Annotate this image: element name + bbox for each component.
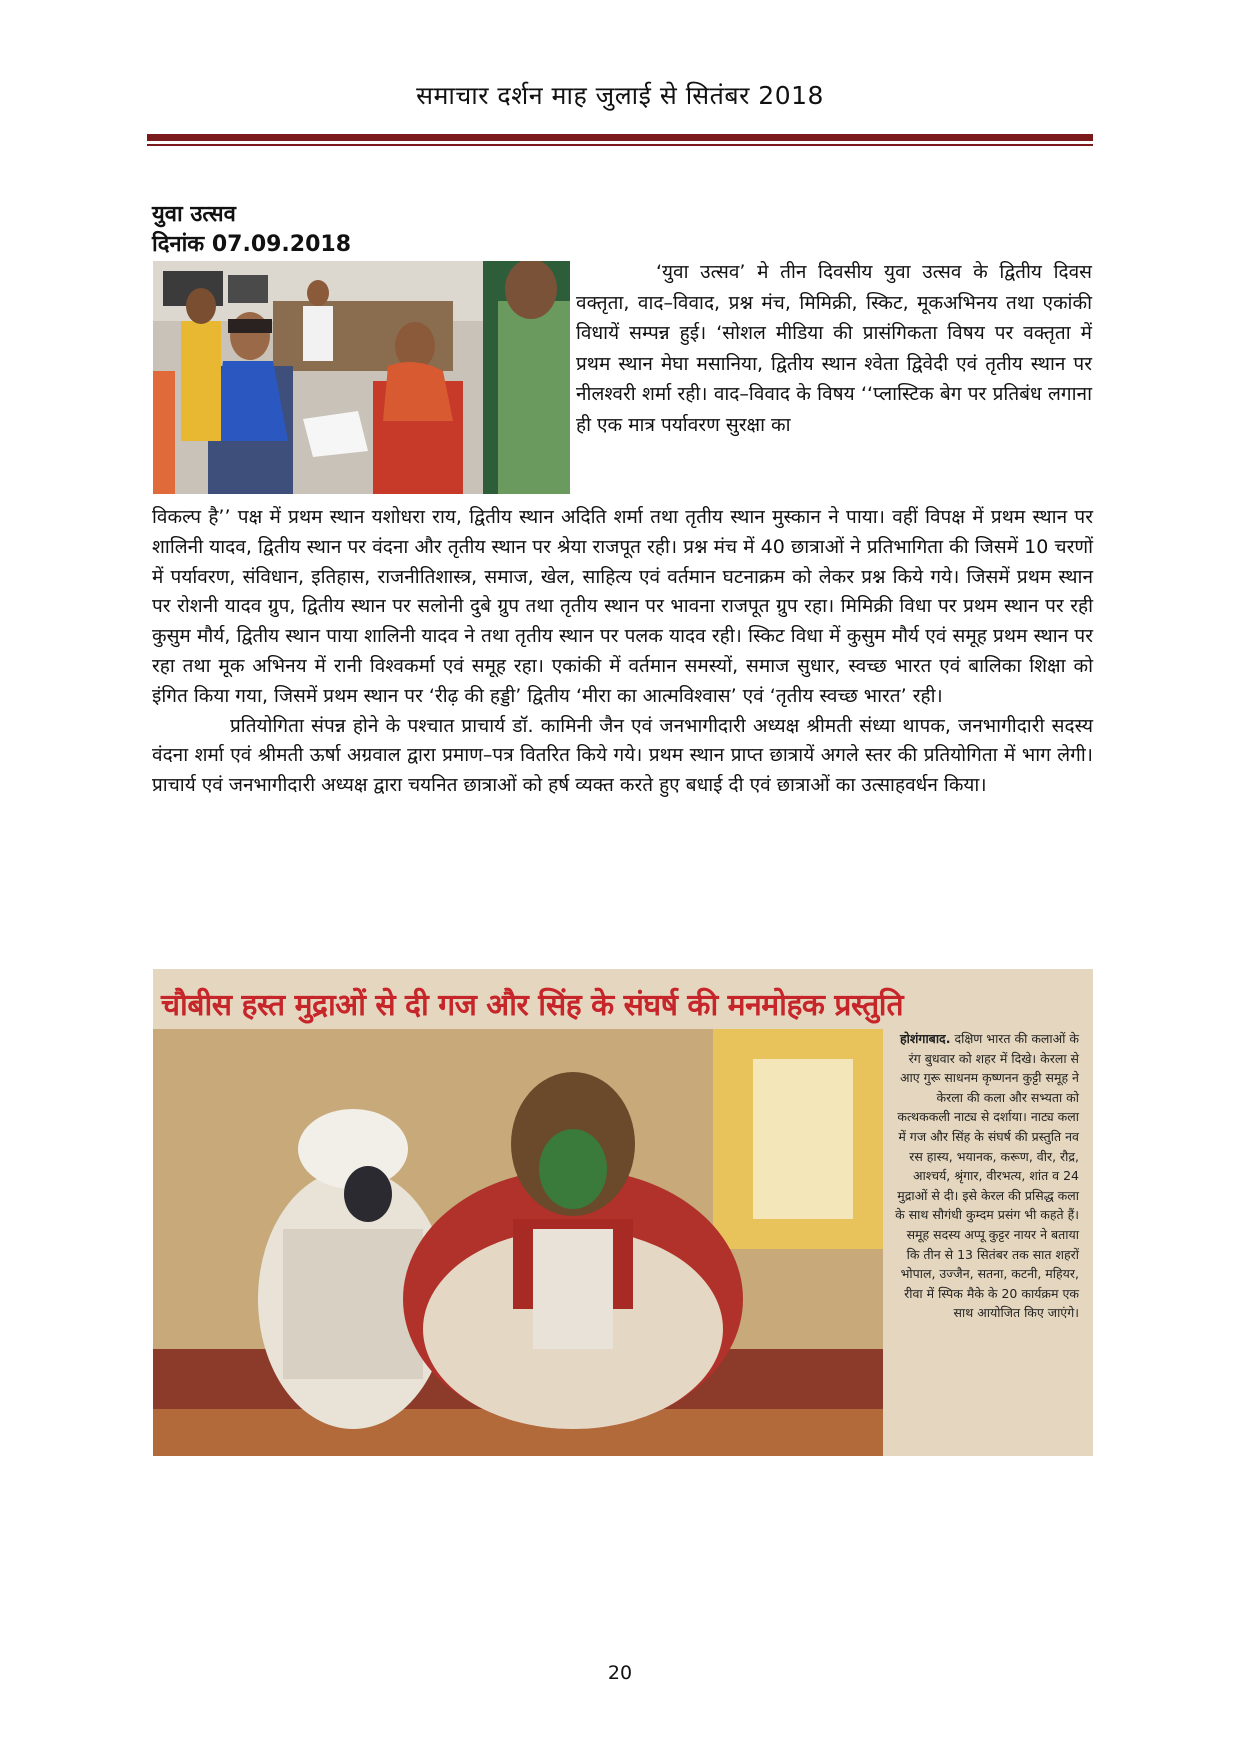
clipping-body [891,1029,1079,1323]
article-paragraph-2: विकल्प है’’ पक्ष में प्रथम स्थान यशोधरा राय, द्वितीय स्थान अदिति शर्मा तथा तृतीय स्थान मुस्कान ने पाया। वहीं विपक्ष में प्रथम स्थान पर शालिनी यादव, द्वितीय स्थान पर वंदना और तृतीय स्थान पर श्रेया राजपूत रही। प्रश्न मंच में 40 छात्राओं ने प्रतिभागिता की जिसमें 10 चरणों में पर्यावरण, संविधान, इतिहास, राजनीतिशास्त्र, समाज, खेल, साहित्य एवं वर्तमान घटनाक्रम को लेकर प्रश्न किये गये। जिसमें प्रथम स्थान पर रोशनी यादव ग्रुप, द्वितीय स्थान पर सलोनी दुबे ग्रुप तथा तृतीय स्थान पर भावना राजपूत ग्रुप रहा। मिमिक्री विधा पर प्रथम स्थान पर रही कुसुम मौर्य, द्वितीय स्थान पाया शालिनी यादव ने तथा तृतीय स्थान पर पलक यादव रही। स्किट विधा में कुसुम मौर्य एवं समूह प्रथम स्थान पर रहा तथा मूक अभिनय में रानी विश्वकर्मा एवं समूह रहा। एकांकी में वर्तमान समस्यों, समाज सुधार, स्वच्छ भारत एवं बालिका शिक्षा को इंगित किया गया, जिसमें प्रथम स्थान पर ‘रीढ़ की हड्डी’ द्वितीय ‘मीरा का आत्मविश्वास’ एवं ‘तृतीय स्वच्छ भारत’ रही। [152,506,1093,707]
clipping-dateline: होशंगाबाद. [900,1031,951,1046]
article-full-text [152,503,1093,801]
header-rule-thin [147,144,1093,146]
clipping-headline: चौबीस हस्त मुद्राओं से दी गज और सिंह के संघर्ष की मनमोहक प्रस्तुति [161,988,904,1023]
article-side-text [576,257,1092,440]
section-title: युवा उत्सव [152,202,236,227]
page-number: 20 [607,1662,633,1684]
section-date: दिनांक 07.09.2018 [152,232,352,257]
page-header-title: समाचार दर्शन माह जुलाई से सितंबर 2018 [416,81,824,110]
newspaper-clipping [153,969,1093,1456]
event-photo-certificate [153,261,570,494]
article-paragraph-1: ‘युवा उत्सव’ मे तीन दिवसीय युवा उत्सव के द्वितीय दिवस वक्तृता, वाद–विवाद, प्रश्न मंच, मिमिक्री, स्किट, मूकअभिनय तथा एकांकी विधायें सम्पन्न हुई। ‘सोशल मीडिया की प्रासंगिकता विषय पर वक्तृता में प्रथम स्थान मेघा मसानिया, द्वितीय स्थान श्वेता द्विवेदी एवं तृतीय स्थान पर नीलश्वरी शर्मा रही। वाद–विवाद के विषय ‘‘प्लास्टिक बेग पर प्रतिबंध लगाना ही एक मात्र पर्यावरण सुरक्षा का [576,261,1092,436]
clipping-body-text: दक्षिण भारत की कलाओं के रंग बुधवार को शहर में दिखे। केरला से आए गुरू साधनम कृष्णनन कुट्टी समूह ने केरला की कला और सभ्यता को कत्थककली नाट्य से दर्शाया। नाट्य कला में गज और सिंह के संघर्ष की प्रस्तुति नव रस हास्य, भयानक, करूण, वीर, रौद्र, आश्चर्य, श्रृंगार, वीरभत्य, शांत व 24 मुद्राओं से दी। इसे केरल की प्रसिद्ध कला के साथ सौगंधी कुम्दम प्रसंग भी कहते हैं। समूह सदस्य अप्पू कुट्टर नायर ने बताया कि तीन से 13 सितंबर तक सात शहरों भोपाल, उज्जैन, सतना, कटनी, महियर, रीवा में स्पिक मैके के 20 कार्यक्रम एक साथ आयोजित किए जाएंगे। [895,1031,1079,1321]
article-paragraph-3: प्रतियोगिता संपन्न होने के पश्चात प्राचार्य डॉ. कामिनी जैन एवं जनभागीदारी अध्यक्ष श्रीमती संध्या थापक, जनभागीदारी सदस्य वंदना शर्मा एवं श्रीमती ऊर्षा अग्रवाल द्वारा प्रमाण–पत्र वितरित किये गये। प्रथम स्थान प्राप्त छात्रायें अगले स्तर की प्रतियोगिता में भाग लेगी। प्राचार्य एवं जनभागीदारी अध्यक्ष द्वारा चयनित छात्राओं को हर्ष व्यक्त करते हुए बधाई दी एवं छात्राओं का उत्साहवर्धन किया। [152,714,1093,797]
header-rule-thick [147,134,1093,141]
